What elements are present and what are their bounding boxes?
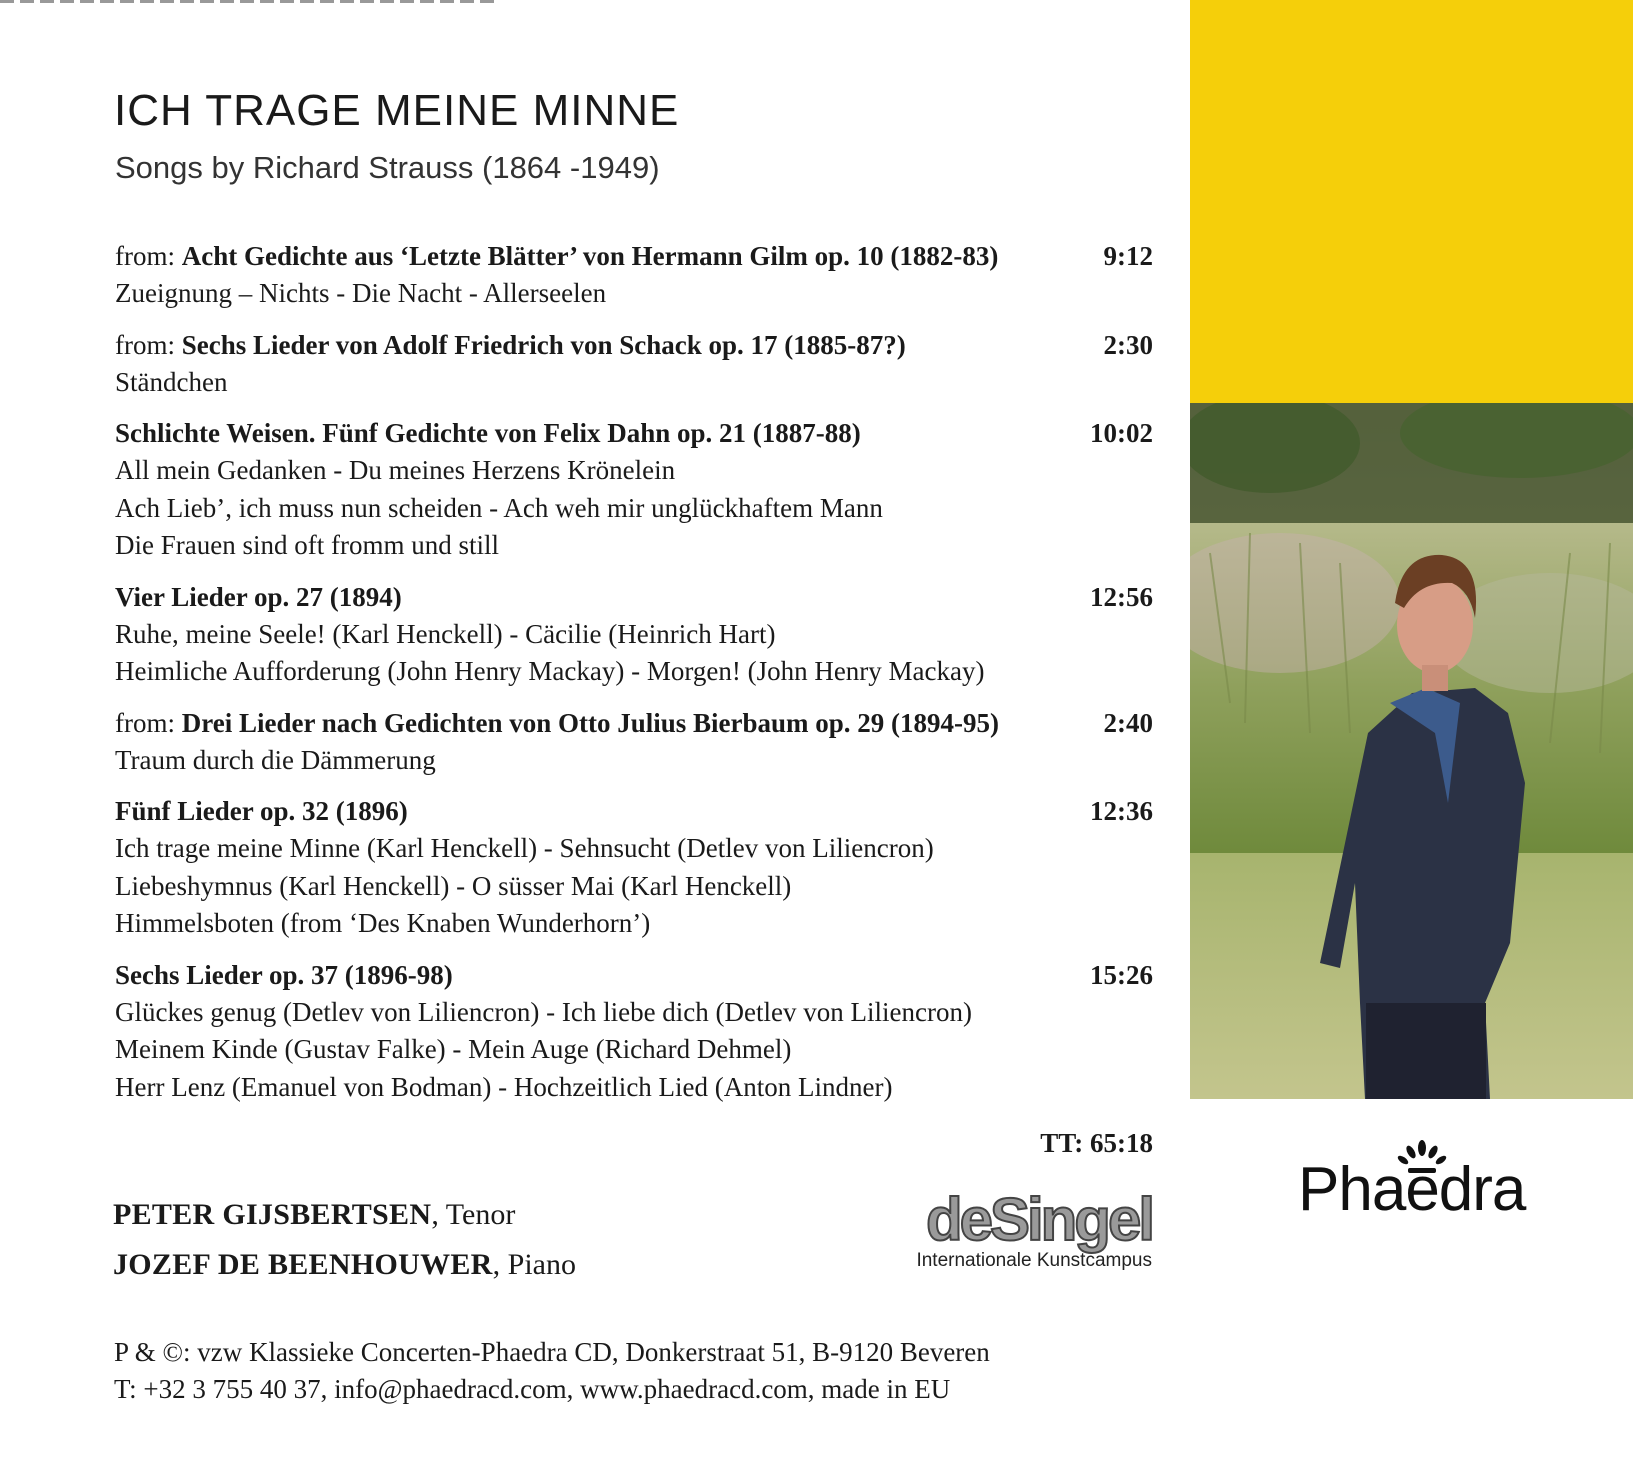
- song-line: Heimliche Aufforderung (John Henry Mackay) - Morgen! (John Henry Mackay): [115, 656, 985, 686]
- track-duration: 12:56: [1090, 581, 1153, 612]
- track-group-title: [115, 793, 408, 830]
- desingel-tagline: Internationale Kunstcampus: [916, 1250, 1152, 1271]
- song-line: Ruhe, meine Seele! (Karl Henckell) - Cäcilie (Heinrich Hart): [115, 618, 776, 649]
- track-group-header: [115, 238, 1153, 275]
- work-title: Sechs Lieder op. 37 (1896-98): [115, 959, 453, 990]
- performer-tenor: [113, 1198, 515, 1232]
- song-line: Glückes genug (Detlev von Liliencron) - Ich liebe dich (Detlev von Liliencron): [115, 996, 972, 1027]
- performer-name: JOZEF DE BEENHOUWER: [113, 1248, 493, 1281]
- album-title: ICH TRAGE MEINE MINNE: [114, 86, 680, 135]
- copyright-footer: [114, 1334, 990, 1408]
- track-group: [115, 415, 1153, 565]
- title-prefix: from:: [115, 241, 182, 271]
- phaedra-wordmark: Phaedra: [1298, 1155, 1526, 1224]
- song-line: Liebeshymnus (Karl Henckell) - O süsser Mai (Karl Henckell): [115, 870, 792, 901]
- work-title: Sechs Lieder von Adolf Friedrich von Schack op. 17 (1885-87?): [181, 329, 906, 360]
- track-group: [115, 957, 1153, 1107]
- track-group-header: [115, 705, 1153, 742]
- footer-address: P & ©: vzw Klassieke Concerten-Phaedra CD, Donkerstraat 51, B-9120 Beveren: [114, 1337, 990, 1367]
- track-group-title: [115, 579, 402, 616]
- song-line: Meinem Kinde (Gustav Falke) - Mein Auge (Richard Dehmel): [115, 1034, 792, 1064]
- performer-name: PETER GIJSBERTSEN: [113, 1198, 432, 1231]
- footer-contact: T: +32 3 755 40 37, info@phaedracd.com, www.phaedracd.com, made in EU: [114, 1374, 951, 1404]
- song-line: Traum durch die Dämmerung: [115, 744, 436, 775]
- track-duration: 2:30: [1103, 329, 1153, 360]
- song-line: Zueignung – Nichts - Die Nacht - Allerseelen: [115, 278, 607, 308]
- performer-role: , Piano: [492, 1248, 576, 1281]
- track-duration: 2:40: [1103, 707, 1153, 738]
- top-dashed-rule: [0, 0, 500, 3]
- track-group-header: [115, 957, 1153, 994]
- song-line: All mein Gedanken - Du meines Herzens Krönelein: [115, 455, 676, 485]
- track-duration: 12:36: [1090, 796, 1153, 826]
- track-group-title: [115, 238, 998, 275]
- song-line: Ich trage meine Minne (Karl Henckell) - Sehnsucht (Detlev von Liliencron): [115, 833, 934, 863]
- song-line: Ständchen: [115, 366, 228, 397]
- track-group-title: [115, 705, 999, 742]
- performer-role: , Tenor: [431, 1198, 516, 1231]
- tenor-photo: [1190, 403, 1633, 1099]
- track-group-header: [115, 793, 1153, 830]
- track-group-header: [115, 579, 1153, 616]
- work-title: Schlichte Weisen. Fünf Gedichte von Felix Dahn op. 21 (1887-88): [115, 418, 861, 448]
- song-line: Herr Lenz (Emanuel von Bodman) - Hochzeitlich Lied (Anton Lindner): [115, 1071, 893, 1102]
- track-group-title: [115, 415, 861, 452]
- track-group-title: [115, 957, 453, 994]
- track-group: [115, 793, 1153, 943]
- work-title: Acht Gedichte aus ‘Letzte Blätter’ von Hermann Gilm op. 10 (1882-83): [181, 241, 999, 271]
- phaedra-logo: [1298, 1140, 1538, 1224]
- track-group: [115, 327, 1153, 402]
- work-title: Fünf Lieder op. 32 (1896): [115, 796, 408, 826]
- work-title: Vier Lieder op. 27 (1894): [115, 581, 402, 612]
- yellow-color-block: [1190, 0, 1633, 403]
- title-prefix: from:: [115, 707, 182, 738]
- track-duration: 9:12: [1103, 241, 1153, 271]
- track-duration: 15:26: [1090, 959, 1153, 990]
- song-line: Himmelsboten (from ‘Des Knaben Wunderhorn’): [115, 908, 651, 938]
- total-time: TT: 65:18: [1040, 1128, 1153, 1158]
- track-group: [115, 579, 1153, 691]
- song-line: Die Frauen sind oft fromm und still: [115, 530, 499, 560]
- title-prefix: from:: [115, 329, 182, 360]
- track-group: [115, 238, 1153, 313]
- track-group-header: [115, 415, 1153, 452]
- track-group: [115, 705, 1153, 780]
- song-line: Ach Lieb’, ich muss nun scheiden - Ach weh mir unglückhaftem Mann: [115, 492, 883, 523]
- desingel-logo: [906, 1186, 1152, 1272]
- tracklist: [115, 238, 1153, 1120]
- track-group-header: [115, 327, 1153, 364]
- desingel-wordmark: deSingel: [925, 1186, 1152, 1253]
- track-group-title: [115, 327, 906, 364]
- track-duration: 10:02: [1090, 418, 1153, 448]
- album-subtitle: Songs by Richard Strauss (1864 -1949): [115, 150, 660, 185]
- work-title: Drei Lieder nach Gedichten von Otto Julius Bierbaum op. 29 (1894-95): [181, 707, 1000, 738]
- performer-piano: [113, 1248, 576, 1282]
